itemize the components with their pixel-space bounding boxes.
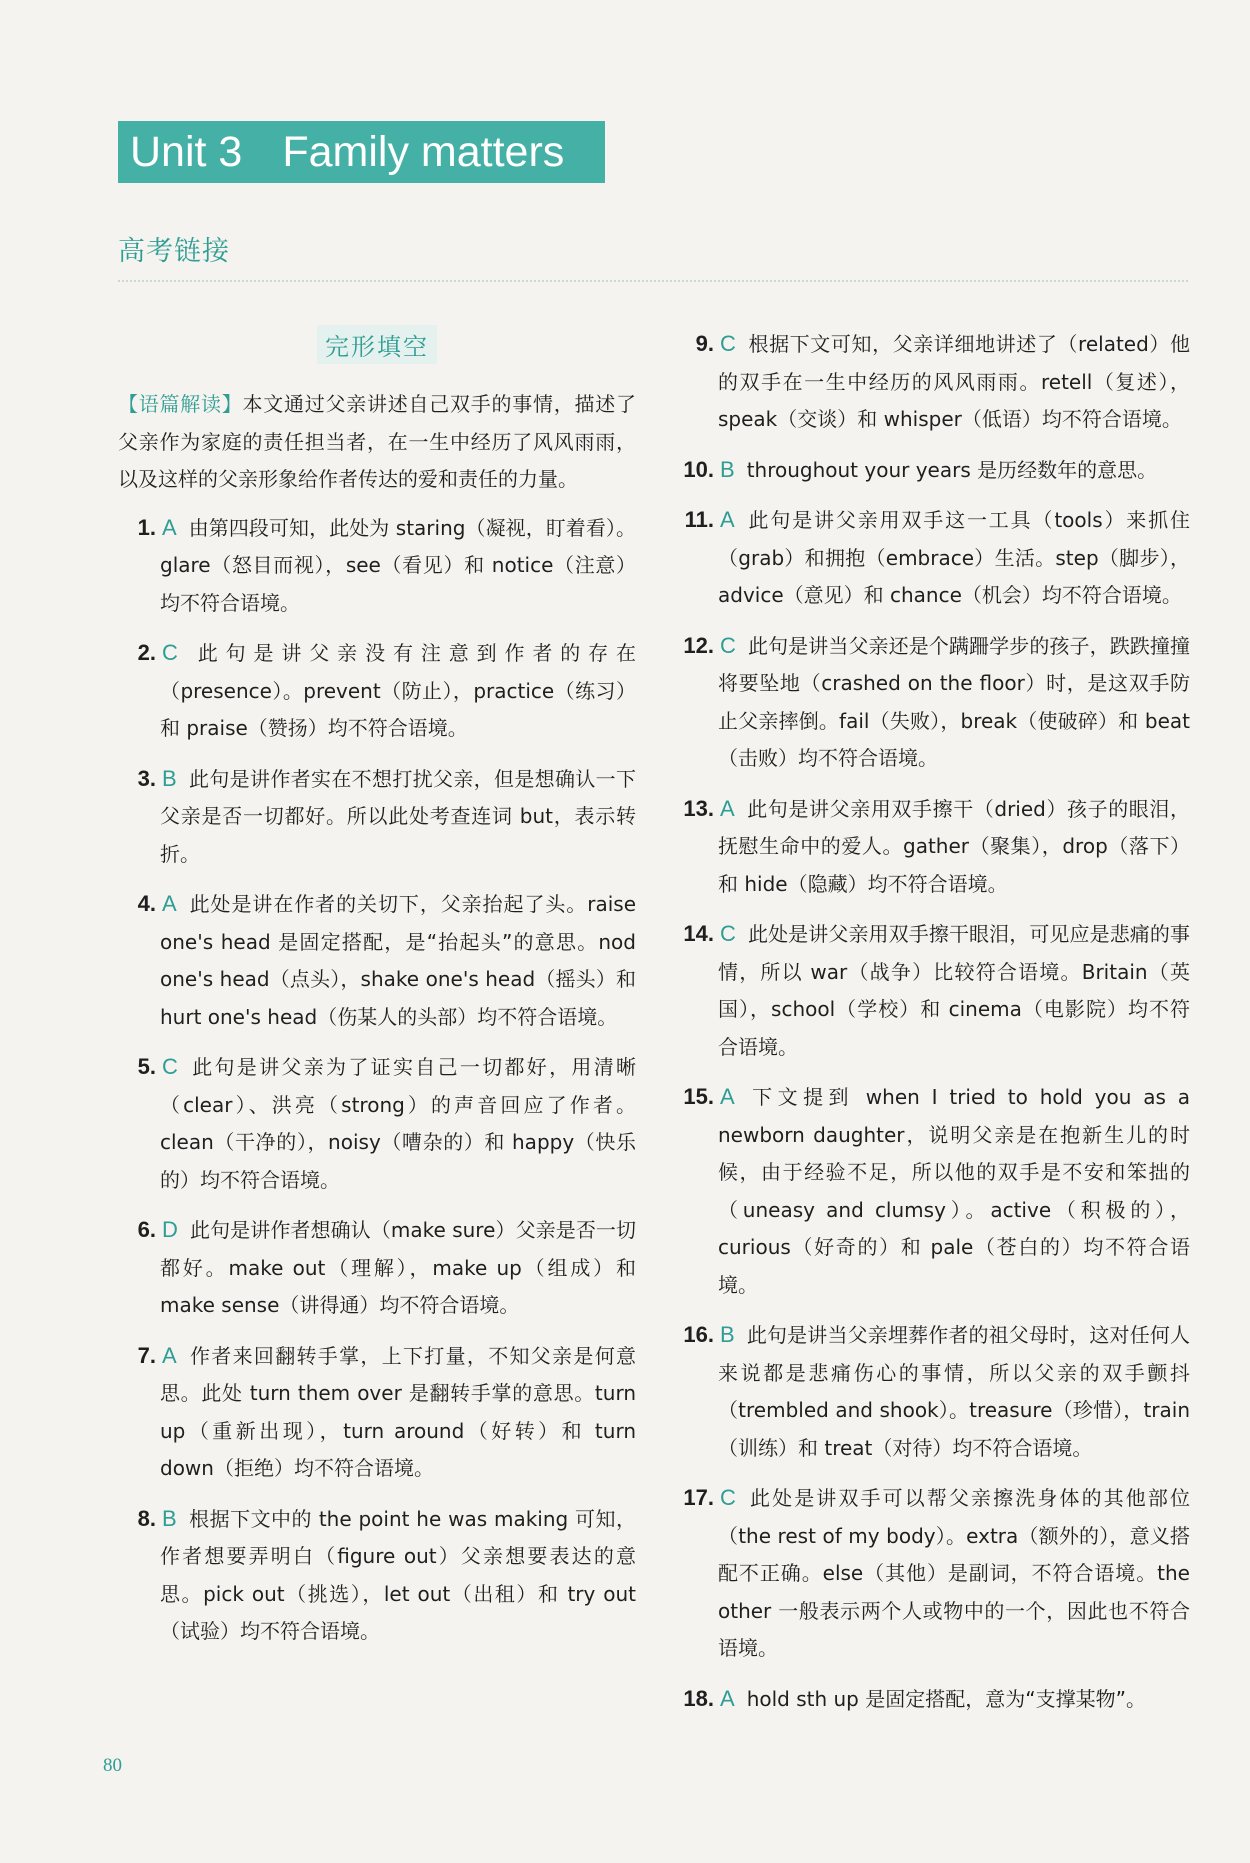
answer-item <box>668 325 1190 439</box>
answer-number: 17. <box>683 1485 714 1510</box>
answer-item <box>118 634 636 748</box>
passage-analysis <box>118 386 636 499</box>
cloze-heading-label: 完形填空 <box>317 325 437 364</box>
answer-explanation: 此处是讲双手可以帮父亲擦洗身体的其他部位（the rest of my body）。extra（额外的），意义搭配不正确。else（其他）是副词，不符合语境。the other 一般表示两个人或物中的一个，因此也不符合语境。 <box>718 1486 1190 1660</box>
answer-number: 18. <box>683 1685 714 1711</box>
answer-item <box>668 790 1190 904</box>
page-number: 80 <box>103 1755 122 1776</box>
answer-explanation: 此句是讲父亲用双手擦干（dried）孩子的眼泪，抚慰生命中的爱人。gather（聚集），drop（落下）和 hide（隐藏）均不符合语境。 <box>718 796 1190 896</box>
answer-number: 12. <box>683 632 714 658</box>
answer-choice: C <box>162 640 178 665</box>
passage-tag: 【语篇解读】 <box>118 392 243 416</box>
answer-item <box>118 760 636 874</box>
answer-item <box>668 1680 1190 1719</box>
answer-number: 15. <box>683 1084 714 1109</box>
answer-item <box>668 1078 1190 1304</box>
answer-item <box>118 885 636 1036</box>
unit-title: Family matters <box>282 128 565 176</box>
answer-number: 10. <box>683 456 714 482</box>
answer-explanation: 由第四段可知，此处为 staring（凝视，盯着看）。glare（怒目而视），see（看见）和 notice（注意）均不符合语境。 <box>160 515 636 615</box>
answer-explanation: 此句是讲父亲为了证实自己一切都好，用清晰（clear）、洪亮（strong）的声音回应了作者。clean（干净的），noisy（嘈杂的）和 happy（快乐的）均不符合语境。 <box>160 1055 636 1192</box>
answer-item <box>668 1479 1190 1668</box>
answer-number: 2. <box>137 640 156 665</box>
answer-choice: D <box>162 1217 178 1242</box>
answer-explanation: 根据下文可知，父亲详细地讲述了（related）他的双手在一生中经历的风风雨雨。retell（复述），speak（交谈）和 whisper（低语）均不符合语境。 <box>718 332 1190 431</box>
answer-explanation: 此处是讲父亲用双手擦干眼泪，可见应是悲痛的事情，所以 war（战争）比较符合语境。Britain（英国），school（学校）和 cinema（电影院）均不符合语境。 <box>718 922 1190 1059</box>
answer-choice: B <box>720 1322 735 1347</box>
answer-choice: B <box>162 765 177 791</box>
answer-explanation: 此句是讲作者想确认（make sure）父亲是否一切都好。make out（理解），make up（组成）和 make sense（讲得通）均不符合语境。 <box>160 1218 636 1317</box>
answer-explanation: hold sth up 是固定搭配，意为“支撑某物”。 <box>746 1686 1146 1711</box>
answer-choice: A <box>162 1342 177 1368</box>
answer-item <box>118 1048 636 1199</box>
unit-label: Unit 3 <box>130 128 243 176</box>
left-answer-list <box>118 509 636 1651</box>
answer-number: 3. <box>137 765 156 791</box>
answer-choice: C <box>720 632 736 658</box>
answer-number: 11. <box>684 507 714 532</box>
answer-choice: C <box>720 331 736 356</box>
answer-item <box>118 1337 636 1488</box>
answer-choice: B <box>720 456 735 482</box>
answer-item <box>668 1316 1190 1467</box>
answer-explanation: 此句是讲父亲用双手这一工具（tools）来抓住（grab）和拥抱（embrace）生活。step（脚步），advice（意见）和 chance（机会）均不符合语境。 <box>718 508 1190 607</box>
answer-explanation: 此句是讲当父亲埋葬作者的祖父母时，这对任何人来说都是悲痛伤心的事情，所以父亲的双手颤抖（trembled and shook）。treasure（珍惜），train（训练）和 treat（对待）均不符合语境。 <box>718 1323 1190 1460</box>
answer-explanation: 作者来回翻转手掌，上下打量，不知父亲是何意思。此处 turn them over 是翻转手掌的意思。turn up（重新出现），turn around（好转）和 turn down（拒绝）均不符合语境。 <box>160 1343 636 1480</box>
answer-number: 7. <box>137 1342 156 1368</box>
answer-number: 6. <box>137 1217 156 1242</box>
answer-choice: C <box>720 921 736 946</box>
answer-number: 16. <box>683 1322 714 1347</box>
answer-item <box>668 501 1190 615</box>
answer-explanation: 此句是讲父亲没有注意到作者的存在（presence）。prevent（防止），practice（练习）和 praise（赞扬）均不符合语境。 <box>160 641 636 740</box>
right-answer-list <box>668 325 1190 1718</box>
answer-choice: A <box>720 507 735 532</box>
answer-item <box>118 509 636 623</box>
answer-explanation: throughout your years 是历经数年的意思。 <box>746 457 1158 482</box>
answer-number: 5. <box>137 1054 156 1079</box>
answer-choice: B <box>162 1505 177 1531</box>
answer-choice: A <box>720 1685 735 1711</box>
answer-choice: C <box>720 1485 736 1510</box>
answer-explanation: 此句是讲作者实在不想打扰父亲，但是想确认一下父亲是否一切都好。所以此处考查连词 but，表示转折。 <box>160 766 636 866</box>
answer-item <box>668 451 1190 490</box>
section-divider <box>118 280 1188 282</box>
left-column <box>118 325 636 1663</box>
unit-banner <box>118 121 605 183</box>
answer-explanation: 此句是讲当父亲还是个蹒跚学步的孩子，跌跌撞撞将要坠地（crashed on the floor）时，是这双手防止父亲摔倒。fail（失败），break（使破碎）和 beat（击败）均不符合语境。 <box>718 633 1190 770</box>
answer-number: 1. <box>137 514 156 540</box>
answer-choice: C <box>162 1054 178 1079</box>
answer-choice: A <box>720 1084 735 1109</box>
answer-number: 8. <box>137 1505 156 1531</box>
answer-item <box>118 1500 636 1651</box>
right-column <box>668 325 1190 1730</box>
answer-choice: A <box>162 891 177 916</box>
answer-number: 13. <box>683 795 714 821</box>
answer-item <box>118 1211 636 1325</box>
answer-explanation: 此处是讲在作者的关切下，父亲抬起了头。raise one's head 是固定搭配，是“抬起头”的意思。nod one's head（点头），shake one's head（摇头）和 hurt one's head（伤某人的头部）均不符合语境。 <box>160 892 636 1029</box>
answer-explanation: 根据下文中的 the point he was making 可知，作者想要弄明白（figure out）父亲想要表达的意思。pick out（挑选），let out（出租）和 try out（试验）均不符合语境。 <box>160 1506 636 1643</box>
section-heading: 高考链接 <box>118 236 230 267</box>
answer-number: 9. <box>695 331 714 356</box>
answer-item <box>668 627 1190 778</box>
answer-item <box>668 915 1190 1066</box>
answer-choice: A <box>162 514 177 540</box>
answer-number: 4. <box>137 891 156 916</box>
passage-text: 本文通过父亲讲述自己双手的事情，描述了父亲作为家庭的责任担当者，在一生中经历了风风雨雨，以及这样的父亲形象给作者传达的爱和责任的力量。 <box>118 392 636 491</box>
answer-choice: A <box>720 795 735 821</box>
answer-number: 14. <box>683 921 714 946</box>
cloze-heading <box>118 325 636 364</box>
answer-explanation: 下文提到 when I tried to hold you as a newborn daughter，说明父亲是在抱新生儿的时候，由于经验不足，所以他的双手是不安和笨拙的（uneasy and clumsy）。active（积极的），curious（好奇的）和 pale（苍白的）均不符合语境。 <box>718 1085 1190 1297</box>
